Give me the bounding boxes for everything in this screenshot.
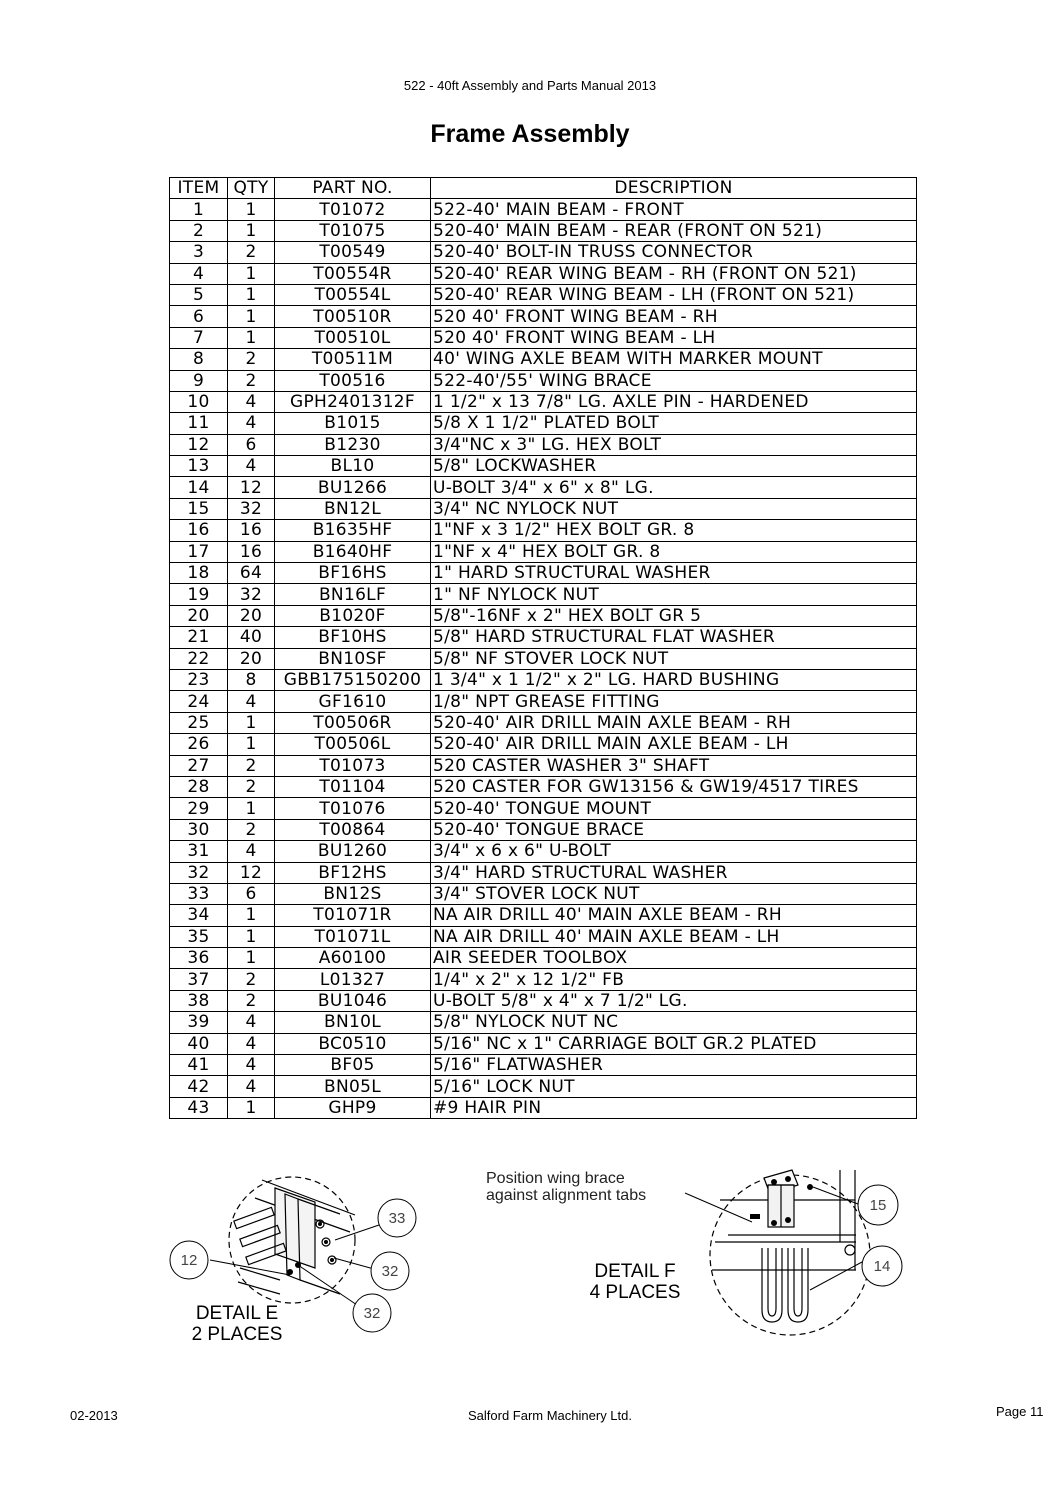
cell-part-no: B1640HF	[275, 541, 431, 562]
cell-description: 520-40' BOLT-IN TRUSS CONNECTOR	[431, 242, 917, 263]
table-row	[170, 948, 917, 969]
cell-qty: 32	[228, 498, 275, 519]
footer-date: 02-2013	[70, 1408, 118, 1423]
cell-qty: 4	[228, 1033, 275, 1054]
detail-e-label-line1: DETAIL E	[195, 1303, 279, 1324]
cell-part-no: T01072	[275, 199, 431, 220]
cell-item: 23	[170, 669, 228, 690]
cell-part-no: B1230	[275, 434, 431, 455]
cell-qty: 20	[228, 648, 275, 669]
cell-qty: 1	[228, 306, 275, 327]
table-row	[170, 370, 917, 391]
cell-qty: 4	[228, 1012, 275, 1033]
cell-part-no: BC0510	[275, 1033, 431, 1054]
cell-item: 9	[170, 370, 228, 391]
cell-qty: 64	[228, 563, 275, 584]
cell-item: 20	[170, 605, 228, 626]
table-row	[170, 284, 917, 305]
cell-part-no: BF16HS	[275, 563, 431, 584]
cell-description: 520-40' TONGUE BRACE	[431, 819, 917, 840]
table-row	[170, 413, 917, 434]
cell-description: 520-40' REAR WING BEAM - LH (FRONT ON 521)	[431, 284, 917, 305]
cell-item: 25	[170, 712, 228, 733]
cell-part-no: A60100	[275, 948, 431, 969]
table-row	[170, 669, 917, 690]
cell-item: 35	[170, 926, 228, 947]
cell-description: 5/8" NF STOVER LOCK NUT	[431, 648, 917, 669]
table-row	[170, 263, 917, 284]
table-row	[170, 862, 917, 883]
cell-qty: 1	[228, 948, 275, 969]
cell-part-no: BU1260	[275, 841, 431, 862]
parts-table-body	[170, 199, 917, 1119]
cell-item: 10	[170, 391, 228, 412]
cell-part-no: BN12S	[275, 883, 431, 904]
cell-item: 33	[170, 883, 228, 904]
detail-f-drawing	[486, 1170, 902, 1335]
cell-part-no: BN05L	[275, 1076, 431, 1097]
cell-item: 16	[170, 520, 228, 541]
table-row	[170, 905, 917, 926]
table-row	[170, 456, 917, 477]
cell-description: 3/4"NC x 3" LG. HEX BOLT	[431, 434, 917, 455]
cell-description: 3/4" STOVER LOCK NUT	[431, 883, 917, 904]
table-row	[170, 520, 917, 541]
cell-description: 522-40' MAIN BEAM - FRONT	[431, 199, 917, 220]
cell-description: NA AIR DRILL 40' MAIN AXLE BEAM - RH	[431, 905, 917, 926]
table-row	[170, 498, 917, 519]
cell-description: 1"NF x 3 1/2" HEX BOLT GR. 8	[431, 520, 917, 541]
cell-item: 41	[170, 1055, 228, 1076]
table-row	[170, 434, 917, 455]
table-row	[170, 969, 917, 990]
cell-part-no: T00511M	[275, 349, 431, 370]
table-row	[170, 926, 917, 947]
cell-item: 15	[170, 498, 228, 519]
table-row	[170, 648, 917, 669]
cell-description: 5/8" LOCKWASHER	[431, 456, 917, 477]
callout-e-32a: 32	[381, 1263, 399, 1280]
cell-item: 27	[170, 755, 228, 776]
footer-page-number: Page 11	[996, 1404, 1044, 1419]
cell-item: 12	[170, 434, 228, 455]
cell-qty: 4	[228, 413, 275, 434]
cell-description: 1" NF NYLOCK NUT	[431, 584, 917, 605]
cell-qty: 20	[228, 605, 275, 626]
cell-description: 520-40' AIR DRILL MAIN AXLE BEAM - RH	[431, 712, 917, 733]
cell-part-no: BN10SF	[275, 648, 431, 669]
cell-description: 1"NF x 4" HEX BOLT GR. 8	[431, 541, 917, 562]
cell-item: 1	[170, 199, 228, 220]
cell-qty: 40	[228, 627, 275, 648]
table-row	[170, 776, 917, 797]
cell-part-no: T00510R	[275, 306, 431, 327]
cell-description: 520-40' MAIN BEAM - REAR (FRONT ON 521)	[431, 220, 917, 241]
table-row	[170, 306, 917, 327]
table-row	[170, 712, 917, 733]
cell-item: 22	[170, 648, 228, 669]
detail-drawings	[150, 1150, 930, 1360]
column-header-description: DESCRIPTION	[431, 178, 917, 199]
cell-description: 520 CASTER WASHER 3" SHAFT	[431, 755, 917, 776]
table-header-row	[170, 178, 917, 199]
callout-e-33: 33	[388, 1210, 406, 1227]
cell-item: 26	[170, 734, 228, 755]
cell-item: 31	[170, 841, 228, 862]
cell-description: 3/4" HARD STRUCTURAL WASHER	[431, 862, 917, 883]
cell-qty: 1	[228, 712, 275, 733]
cell-part-no: L01327	[275, 969, 431, 990]
cell-description: 5/8"-16NF x 2" HEX BOLT GR 5	[431, 605, 917, 626]
table-row	[170, 819, 917, 840]
table-row	[170, 391, 917, 412]
cell-item: 24	[170, 691, 228, 712]
callout-e-32b: 32	[363, 1305, 381, 1322]
cell-description: 1 3/4" x 1 1/2" x 2" LG. HARD BUSHING	[431, 669, 917, 690]
cell-item: 36	[170, 948, 228, 969]
cell-qty: 16	[228, 541, 275, 562]
cell-description: 520 CASTER FOR GW13156 & GW19/4517 TIRES	[431, 776, 917, 797]
detail-e-label-line2: 2 PLACES	[191, 1324, 283, 1345]
cell-part-no: GF1610	[275, 691, 431, 712]
cell-qty: 4	[228, 841, 275, 862]
cell-qty: 6	[228, 434, 275, 455]
cell-description: 520-40' AIR DRILL MAIN AXLE BEAM - LH	[431, 734, 917, 755]
cell-description: 1 1/2" x 13 7/8" LG. AXLE PIN - HARDENED	[431, 391, 917, 412]
cell-description: 1/4" x 2" x 12 1/2" FB	[431, 969, 917, 990]
cell-part-no: BU1266	[275, 477, 431, 498]
cell-description: 3/4" x 6 x 6" U-BOLT	[431, 841, 917, 862]
column-header-qty: QTY	[228, 178, 275, 199]
table-row	[170, 798, 917, 819]
table-row	[170, 691, 917, 712]
table-row	[170, 327, 917, 348]
cell-description: #9 HAIR PIN	[431, 1097, 917, 1118]
callout-f-14: 14	[873, 1258, 891, 1275]
table-row	[170, 605, 917, 626]
cell-item: 19	[170, 584, 228, 605]
cell-qty: 4	[228, 1055, 275, 1076]
cell-item: 5	[170, 284, 228, 305]
table-row	[170, 584, 917, 605]
cell-qty: 6	[228, 883, 275, 904]
cell-item: 38	[170, 990, 228, 1011]
cell-item: 21	[170, 627, 228, 648]
cell-description: 5/8 X 1 1/2" PLATED BOLT	[431, 413, 917, 434]
cell-item: 37	[170, 969, 228, 990]
cell-description: 3/4" NC NYLOCK NUT	[431, 498, 917, 519]
cell-description: 522-40'/55' WING BRACE	[431, 370, 917, 391]
cell-part-no: B1015	[275, 413, 431, 434]
cell-part-no: BU1046	[275, 990, 431, 1011]
cell-part-no: T01071L	[275, 926, 431, 947]
cell-part-no: T01071R	[275, 905, 431, 926]
table-row	[170, 883, 917, 904]
cell-item: 17	[170, 541, 228, 562]
cell-part-no: T00864	[275, 819, 431, 840]
callout-f-15: 15	[869, 1197, 887, 1214]
cell-part-no: BF05	[275, 1055, 431, 1076]
table-row	[170, 563, 917, 584]
cell-part-no: T01075	[275, 220, 431, 241]
cell-qty: 1	[228, 284, 275, 305]
table-row	[170, 1012, 917, 1033]
cell-item: 32	[170, 862, 228, 883]
cell-qty: 8	[228, 669, 275, 690]
cell-qty: 1	[228, 327, 275, 348]
cell-part-no: T01104	[275, 776, 431, 797]
cell-qty: 12	[228, 862, 275, 883]
cell-item: 43	[170, 1097, 228, 1118]
detail-f-label-line1: DETAIL F	[594, 1261, 676, 1282]
cell-part-no: BF12HS	[275, 862, 431, 883]
cell-part-no: GBB175150200	[275, 669, 431, 690]
detail-drawings-svg	[150, 1150, 930, 1360]
table-row	[170, 1076, 917, 1097]
cell-qty: 1	[228, 734, 275, 755]
cell-item: 7	[170, 327, 228, 348]
cell-qty: 1	[228, 263, 275, 284]
cell-item: 42	[170, 1076, 228, 1097]
parts-table	[169, 177, 917, 1119]
cell-qty: 4	[228, 691, 275, 712]
cell-part-no: T01076	[275, 798, 431, 819]
cell-part-no: GHP9	[275, 1097, 431, 1118]
cell-description: AIR SEEDER TOOLBOX	[431, 948, 917, 969]
table-row	[170, 242, 917, 263]
cell-qty: 12	[228, 477, 275, 498]
table-row	[170, 541, 917, 562]
table-row	[170, 349, 917, 370]
cell-description: 520-40' TONGUE MOUNT	[431, 798, 917, 819]
cell-description: 40' WING AXLE BEAM WITH MARKER MOUNT	[431, 349, 917, 370]
cell-item: 8	[170, 349, 228, 370]
cell-part-no: BF10HS	[275, 627, 431, 648]
cell-qty: 4	[228, 456, 275, 477]
cell-part-no: BN16LF	[275, 584, 431, 605]
cell-description: 520 40' FRONT WING BEAM - RH	[431, 306, 917, 327]
cell-qty: 2	[228, 349, 275, 370]
column-header-item: ITEM	[170, 178, 228, 199]
cell-description: 1/8" NPT GREASE FITTING	[431, 691, 917, 712]
cell-part-no: T00516	[275, 370, 431, 391]
table-row	[170, 990, 917, 1011]
detail-f-note-line1: Position wing brace	[486, 1170, 625, 1187]
cell-qty: 16	[228, 520, 275, 541]
table-row	[170, 734, 917, 755]
cell-part-no: T01073	[275, 755, 431, 776]
cell-part-no: T00510L	[275, 327, 431, 348]
cell-description: NA AIR DRILL 40' MAIN AXLE BEAM - LH	[431, 926, 917, 947]
cell-part-no: BN10L	[275, 1012, 431, 1033]
cell-item: 28	[170, 776, 228, 797]
cell-description: U-BOLT 5/8" x 4" x 7 1/2" LG.	[431, 990, 917, 1011]
cell-item: 30	[170, 819, 228, 840]
cell-qty: 2	[228, 242, 275, 263]
cell-item: 11	[170, 413, 228, 434]
cell-description: 5/16" NC x 1" CARRIAGE BOLT GR.2 PLATED	[431, 1033, 917, 1054]
table-row	[170, 477, 917, 498]
table-row	[170, 199, 917, 220]
cell-qty: 1	[228, 199, 275, 220]
cell-part-no: T00554L	[275, 284, 431, 305]
cell-qty: 2	[228, 776, 275, 797]
cell-part-no: T00506L	[275, 734, 431, 755]
cell-description: 520-40' REAR WING BEAM - RH (FRONT ON 521)	[431, 263, 917, 284]
cell-item: 4	[170, 263, 228, 284]
manual-header: 522 - 40ft Assembly and Parts Manual 2013	[403, 78, 657, 93]
cell-part-no: GPH2401312F	[275, 391, 431, 412]
cell-description: 1" HARD STRUCTURAL WASHER	[431, 563, 917, 584]
cell-item: 3	[170, 242, 228, 263]
cell-qty: 4	[228, 391, 275, 412]
cell-part-no: BL10	[275, 456, 431, 477]
cell-qty: 32	[228, 584, 275, 605]
detail-f-label-line2: 4 PLACES	[589, 1282, 681, 1303]
column-header-part-no: PART NO.	[275, 178, 431, 199]
page-title: Frame Assembly	[430, 120, 630, 148]
cell-description: U-BOLT 3/4" x 6" x 8" LG.	[431, 477, 917, 498]
cell-qty: 2	[228, 755, 275, 776]
cell-part-no: T00506R	[275, 712, 431, 733]
cell-qty: 1	[228, 220, 275, 241]
cell-part-no: B1020F	[275, 605, 431, 626]
table-row	[170, 755, 917, 776]
cell-qty: 2	[228, 990, 275, 1011]
cell-description: 5/8" HARD STRUCTURAL FLAT WASHER	[431, 627, 917, 648]
cell-part-no: BN12L	[275, 498, 431, 519]
cell-description: 5/16" FLATWASHER	[431, 1055, 917, 1076]
table-row	[170, 1055, 917, 1076]
cell-item: 6	[170, 306, 228, 327]
cell-item: 18	[170, 563, 228, 584]
cell-qty: 2	[228, 819, 275, 840]
cell-part-no: B1635HF	[275, 520, 431, 541]
cell-item: 13	[170, 456, 228, 477]
footer-company: Salford Farm Machinery Ltd.	[467, 1408, 632, 1423]
table-row	[170, 841, 917, 862]
cell-qty: 1	[228, 905, 275, 926]
cell-qty: 2	[228, 370, 275, 391]
callout-e-12: 12	[180, 1252, 198, 1269]
cell-description: 5/16" LOCK NUT	[431, 1076, 917, 1097]
detail-e-drawing	[170, 1177, 416, 1345]
cell-item: 14	[170, 477, 228, 498]
table-row	[170, 627, 917, 648]
table-row	[170, 220, 917, 241]
cell-qty: 1	[228, 798, 275, 819]
cell-description: 520 40' FRONT WING BEAM - LH	[431, 327, 917, 348]
cell-description: 5/8" NYLOCK NUT NC	[431, 1012, 917, 1033]
cell-qty: 4	[228, 1076, 275, 1097]
cell-qty: 1	[228, 926, 275, 947]
detail-f-note-line2: against alignment tabs	[486, 1187, 647, 1204]
cell-item: 34	[170, 905, 228, 926]
table-row	[170, 1097, 917, 1118]
cell-item: 29	[170, 798, 228, 819]
table-row	[170, 1033, 917, 1054]
cell-part-no: T00549	[275, 242, 431, 263]
cell-qty: 1	[228, 1097, 275, 1118]
cell-item: 2	[170, 220, 228, 241]
cell-item: 39	[170, 1012, 228, 1033]
cell-part-no: T00554R	[275, 263, 431, 284]
cell-item: 40	[170, 1033, 228, 1054]
cell-qty: 2	[228, 969, 275, 990]
